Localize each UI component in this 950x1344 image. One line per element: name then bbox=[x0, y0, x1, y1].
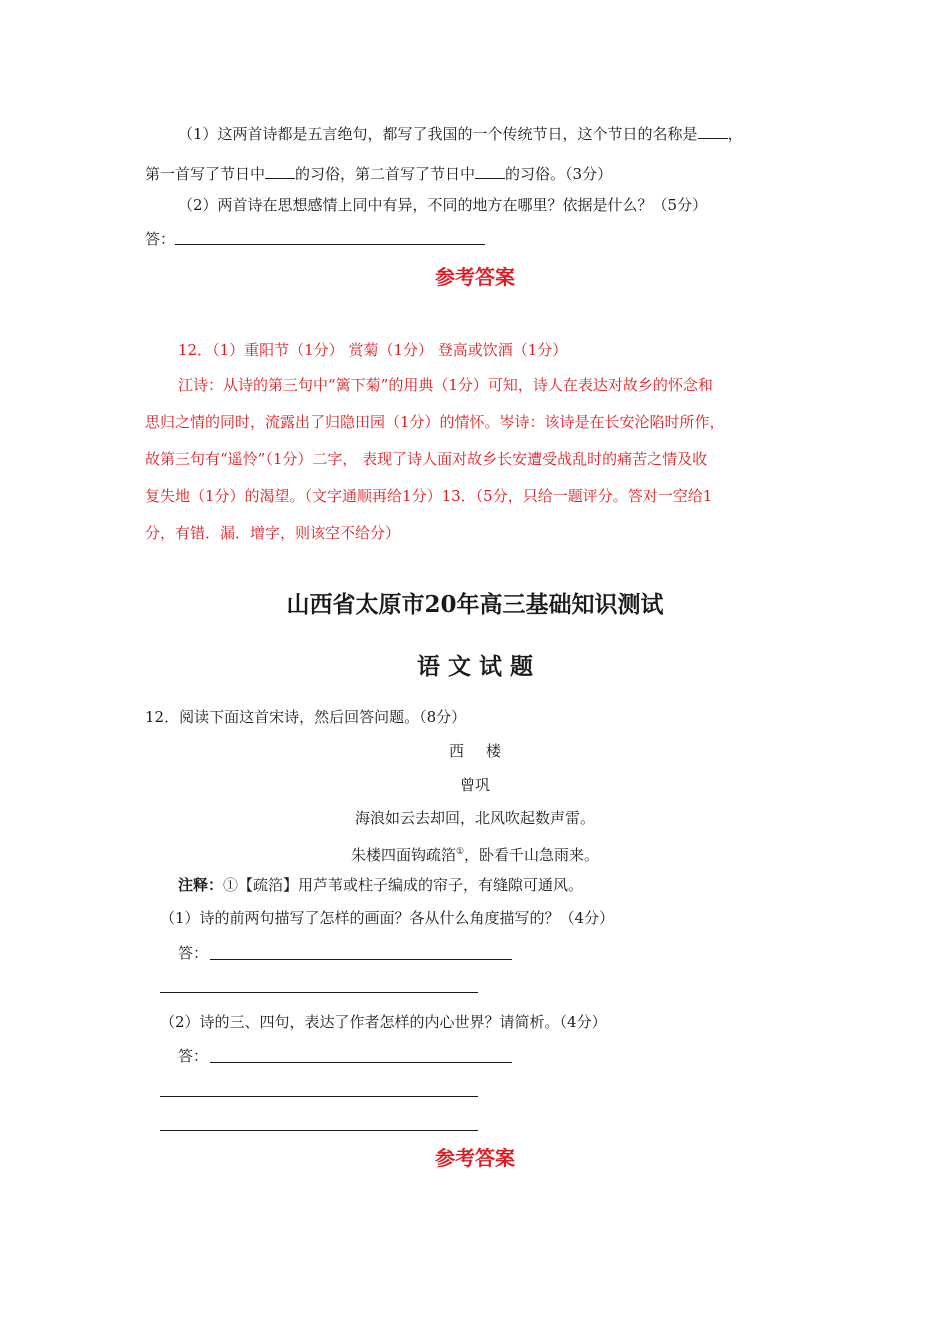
fill-blank bbox=[698, 124, 728, 139]
answer-line-2: 江诗：从诗的第三句中“篱下菊”的用典（1分）可知，诗人在表达对故乡的怀念和 bbox=[178, 376, 713, 394]
question-1-text-c: 的习俗。（3分） bbox=[505, 165, 613, 183]
poem-line-2-a: 朱楼四面钩疏箔 bbox=[350, 846, 456, 864]
poem-line-2 bbox=[0, 842, 950, 865]
poem-title bbox=[0, 741, 950, 761]
answer-line-3: 思归之情的同时，流露出了归隐田园（1分）的情怀。岑诗：该诗是在长安沦陷时所作， bbox=[145, 413, 725, 431]
answer-line bbox=[160, 1096, 478, 1097]
answer-line-4: 故第三句有“遥怜”（1分）二字， 表现了诗人面对故乡长安遭受战乱时的痛苦之情及收 bbox=[145, 450, 708, 468]
footnote-marker: ① bbox=[455, 847, 465, 857]
poem-title-char-2: 楼 bbox=[486, 742, 502, 760]
answer-label: 答： bbox=[145, 230, 176, 248]
answer-line-5: 复失地（1分）的渴望。（文字通顺再给1分）13．（5分，只给一题评分。答对一空给1 bbox=[145, 487, 713, 505]
answer-line bbox=[160, 1130, 478, 1131]
poem-title-char-1: 西 bbox=[448, 742, 464, 760]
exam-title: 山西省太原市20年高三基础知识测试 bbox=[286, 591, 664, 618]
note-label: 注释： bbox=[178, 876, 224, 894]
answer-line bbox=[160, 992, 478, 993]
question-1-comma: ， bbox=[727, 125, 743, 143]
answer-line bbox=[175, 244, 485, 245]
fill-blank bbox=[265, 164, 295, 179]
sub-question-2-answer-label: 答： bbox=[178, 1047, 209, 1065]
question-1-text-a: 第一首写了节日中 bbox=[145, 165, 266, 183]
poem-author: 曾巩 bbox=[459, 776, 490, 794]
sub-question-1: （1）诗的前两句描写了怎样的画面？各从什么角度描写的？（4分） bbox=[160, 909, 615, 927]
question-1-line-1 bbox=[178, 124, 743, 144]
question-1-text: （1）这两首诗都是五言绝句，都写了我国的一个传统节日，这个节日的名称是 bbox=[178, 125, 698, 143]
question-12: 12．阅读下面这首宋诗，然后回答问题。（8分） bbox=[145, 708, 467, 726]
reference-answer-title: 参考答案 bbox=[435, 265, 515, 289]
fill-blank bbox=[475, 164, 505, 179]
answer-line bbox=[210, 1062, 512, 1063]
question-2: （2）两首诗在思想感情上同中有异，不同的地方在哪里？依据是什么？（5分） bbox=[178, 196, 708, 214]
poem-note bbox=[178, 875, 583, 895]
answer-line bbox=[210, 959, 512, 960]
exam-subtitle: 语 文 试 题 bbox=[416, 653, 534, 680]
answer-line-6: 分，有错．漏．增字，则该空不给分） bbox=[145, 524, 401, 542]
sub-question-2: （2）诗的三、四句，表达了作者怎样的内心世界？请简析。（4分） bbox=[160, 1013, 607, 1031]
reference-answer-title-2: 参考答案 bbox=[435, 1146, 515, 1170]
question-1-text-b: 的习俗，第二首写了节日中 bbox=[295, 165, 476, 183]
poem-line-2-b: ，卧看千山急雨来。 bbox=[464, 846, 600, 864]
sub-question-1-answer-label: 答： bbox=[178, 944, 209, 962]
answer-line-1: 12．（1）重阳节（1分） 赏菊（1分） 登高或饮酒（1分） bbox=[178, 341, 568, 359]
question-1-line-2 bbox=[145, 164, 612, 184]
poem-line-1: 海浪如云去却回，北风吹起数声雷。 bbox=[354, 809, 595, 827]
note-text: ①【疏箔】用芦苇或柱子编成的帘子，有缝隙可通风。 bbox=[223, 876, 584, 894]
